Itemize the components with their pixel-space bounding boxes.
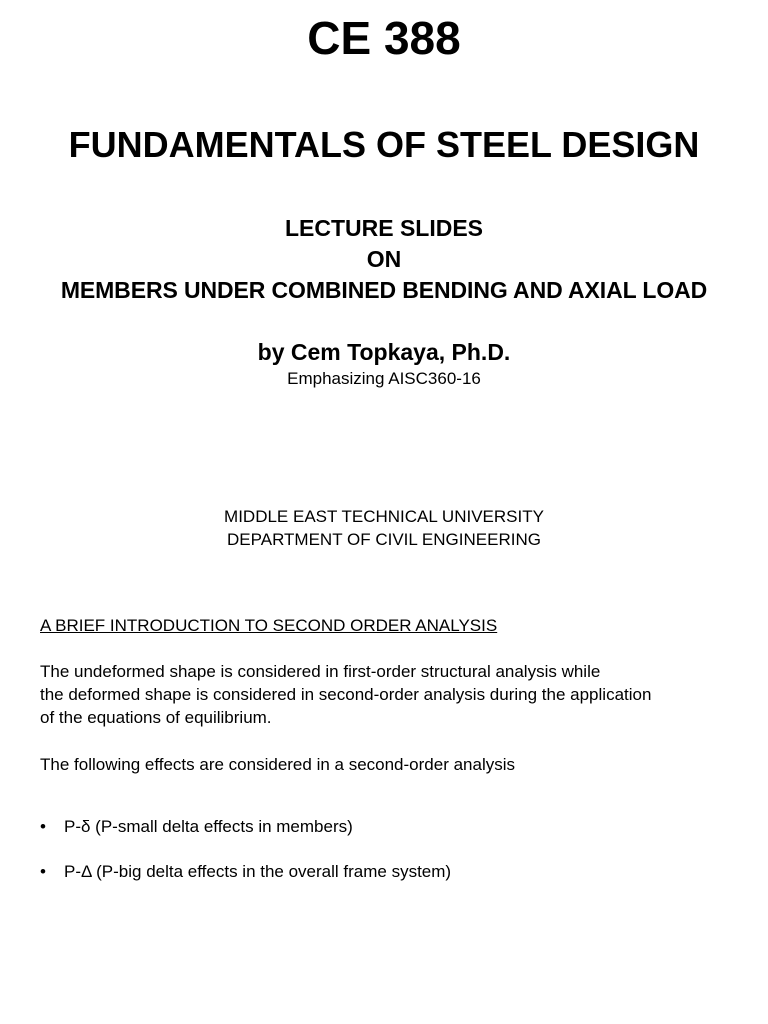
bullet-marker: • <box>40 862 46 881</box>
lecture-slides-line: LECTURE SLIDES <box>284 215 484 241</box>
course-code: CE 388 <box>307 12 461 64</box>
bullet-marker: • <box>40 817 46 836</box>
department-name: DEPARTMENT OF CIVIL ENGINEERING <box>227 530 541 549</box>
standard-emphasis: Emphasizing AISC360-16 <box>287 369 481 388</box>
lecture-on-line: ON <box>366 246 402 272</box>
intro-paragraph-line: the deformed shape is considered in second-order analysis during the application <box>40 685 652 704</box>
section-heading: A BRIEF INTRODUCTION TO SECOND ORDER ANALYSIS <box>40 616 498 635</box>
bullet-text: P-Δ (P-big delta effects in the overall frame system) <box>64 862 452 881</box>
intro-paragraph-line: The undeformed shape is considered in first-order structural analysis while <box>40 662 601 681</box>
course-title: FUNDAMENTALS OF STEEL DESIGN <box>68 124 700 165</box>
effects-intro-paragraph: The following effects are considered in a second-order analysis <box>40 755 516 774</box>
university-name: MIDDLE EAST TECHNICAL UNIVERSITY <box>224 507 544 526</box>
author-line: by Cem Topkaya, Ph.D. <box>257 339 511 365</box>
intro-paragraph <box>40 660 740 729</box>
lecture-topic-line: MEMBERS UNDER COMBINED BENDING AND AXIAL LOAD <box>60 277 708 303</box>
bullet-text: P-δ (P-small delta effects in members) <box>64 817 353 836</box>
bullet-item-p-big-delta <box>40 860 740 883</box>
bullet-item-p-small-delta <box>40 815 740 838</box>
intro-paragraph-line: of the equations of equilibrium. <box>40 708 272 727</box>
